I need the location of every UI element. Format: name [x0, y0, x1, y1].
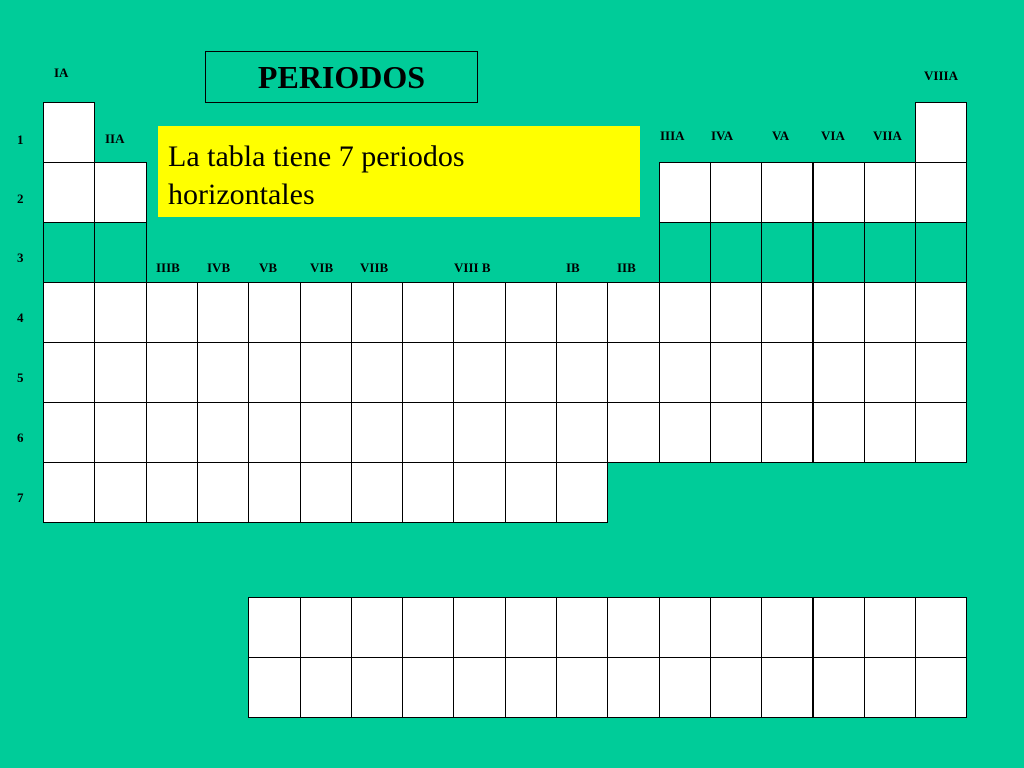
element-cell: [351, 462, 403, 523]
callout-text: [168, 138, 630, 214]
group-label-iva: IVA: [711, 128, 734, 143]
element-cell: [94, 162, 147, 223]
element-cell: [659, 162, 711, 223]
group-label-viib: VIIB: [360, 260, 389, 275]
element-cell: [710, 657, 762, 718]
element-cell: [43, 162, 95, 223]
group-label-iiib: IIIB: [156, 260, 180, 275]
callout-box: [158, 126, 640, 217]
element-cell: [453, 342, 506, 403]
element-cell: [915, 162, 967, 223]
element-cell: [43, 282, 95, 343]
element-cell: [659, 282, 711, 343]
element-cell: [864, 222, 916, 283]
element-cell: [864, 162, 916, 223]
element-cell: [915, 102, 967, 163]
element-cell: [505, 657, 557, 718]
element-cell: [146, 462, 198, 523]
element-cell: [864, 402, 916, 463]
element-cell: [813, 162, 865, 223]
element-cell: [761, 342, 813, 403]
element-cell: [710, 342, 762, 403]
element-cell: [453, 597, 506, 658]
element-cell: [248, 342, 301, 403]
element-cell: [43, 342, 95, 403]
group-label-vb: VB: [259, 260, 278, 275]
element-cell: [453, 657, 506, 718]
group-label-viia: VIIA: [873, 128, 902, 143]
slide-title: PERIODOS: [257, 58, 426, 95]
element-cell: [607, 342, 660, 403]
element-cell: [300, 342, 352, 403]
element-cell: [94, 222, 147, 283]
element-cell: [300, 462, 352, 523]
element-cell: [556, 597, 608, 658]
element-cell: [94, 282, 147, 343]
element-cell: [351, 342, 403, 403]
callout-line: horizontales: [168, 178, 315, 211]
element-cell: [402, 282, 454, 343]
title-box: [205, 51, 478, 103]
element-cell: [300, 402, 352, 463]
element-cell: [43, 222, 95, 283]
element-cell: [248, 402, 301, 463]
element-cell: [659, 402, 711, 463]
callout-line: La tabla tiene 7 periodos: [168, 140, 465, 173]
element-cell: [505, 282, 557, 343]
period-number: 4: [17, 310, 24, 325]
group-label-ivb: IVB: [207, 260, 231, 275]
element-cell: [248, 462, 301, 523]
element-cell: [710, 282, 762, 343]
element-cell: [248, 657, 301, 718]
element-cell: [864, 282, 916, 343]
element-cell: [351, 657, 403, 718]
element-cell: [43, 402, 95, 463]
element-cell: [505, 342, 557, 403]
group-label-va: VA: [772, 128, 790, 143]
element-cell: [43, 462, 95, 523]
element-cell: [94, 342, 147, 403]
element-cell: [761, 282, 813, 343]
element-cell: [915, 222, 967, 283]
element-cell: [607, 282, 660, 343]
element-cell: [915, 342, 967, 403]
group-label-iib: IIB: [617, 260, 636, 275]
element-cell: [300, 657, 352, 718]
group-label-viiia: VIIIA: [924, 68, 958, 83]
element-cell: [402, 462, 454, 523]
element-cell: [915, 657, 967, 718]
element-cell: [813, 342, 865, 403]
element-cell: [300, 282, 352, 343]
element-cell: [556, 657, 608, 718]
element-cell: [607, 402, 660, 463]
element-cell: [351, 597, 403, 658]
element-cell: [300, 597, 352, 658]
element-cell: [607, 597, 660, 658]
element-cell: [761, 597, 813, 658]
element-cell: [813, 402, 865, 463]
element-cell: [864, 657, 916, 718]
element-cell: [813, 597, 865, 658]
element-cell: [556, 342, 608, 403]
group-label-ia: IA: [54, 65, 69, 80]
element-cell: [556, 462, 608, 523]
element-cell: [453, 462, 506, 523]
element-cell: [710, 597, 762, 658]
element-cell: [761, 657, 813, 718]
element-cell: [659, 597, 711, 658]
element-cell: [402, 402, 454, 463]
element-cell: [556, 282, 608, 343]
element-cell: [351, 402, 403, 463]
element-cell: [197, 282, 249, 343]
element-cell: [94, 462, 147, 523]
element-cell: [813, 222, 865, 283]
period-number: 3: [17, 250, 24, 265]
element-cell: [248, 597, 301, 658]
element-cell: [94, 402, 147, 463]
element-cell: [505, 402, 557, 463]
group-label-vib: VIB: [310, 260, 334, 275]
element-cell: [402, 342, 454, 403]
element-cell: [710, 402, 762, 463]
element-cell: [607, 657, 660, 718]
element-cell: [351, 282, 403, 343]
element-cell: [505, 597, 557, 658]
period-number: 7: [17, 490, 24, 505]
element-cell: [453, 402, 506, 463]
element-cell: [248, 282, 301, 343]
element-cell: [197, 462, 249, 523]
element-cell: [813, 282, 865, 343]
period-number: 6: [17, 430, 24, 445]
element-cell: [710, 222, 762, 283]
period-number: 2: [17, 191, 24, 206]
element-cell: [146, 342, 198, 403]
element-cell: [761, 162, 813, 223]
element-cell: [864, 597, 916, 658]
element-cell: [146, 282, 198, 343]
element-cell: [813, 657, 865, 718]
element-cell: [197, 342, 249, 403]
element-cell: [659, 657, 711, 718]
element-cell: [556, 402, 608, 463]
element-cell: [915, 597, 967, 658]
group-label-iiia: IIIA: [660, 128, 685, 143]
element-cell: [505, 462, 557, 523]
element-cell: [915, 282, 967, 343]
element-cell: [453, 282, 506, 343]
element-cell: [761, 222, 813, 283]
element-cell: [659, 342, 711, 403]
group-label-via: VIA: [821, 128, 845, 143]
element-cell: [402, 657, 454, 718]
element-cell: [197, 402, 249, 463]
period-number: 5: [17, 370, 24, 385]
element-cell: [915, 402, 967, 463]
element-cell: [710, 162, 762, 223]
group-label-viiib: VIII B: [454, 260, 491, 275]
element-cell: [402, 597, 454, 658]
group-label-ib: IB: [566, 260, 580, 275]
element-cell: [864, 342, 916, 403]
element-cell: [761, 402, 813, 463]
element-cell: [43, 102, 95, 163]
period-number: 1: [17, 132, 24, 147]
element-cell: [659, 222, 711, 283]
element-cell: [146, 402, 198, 463]
group-label-iia: IIA: [105, 131, 125, 146]
